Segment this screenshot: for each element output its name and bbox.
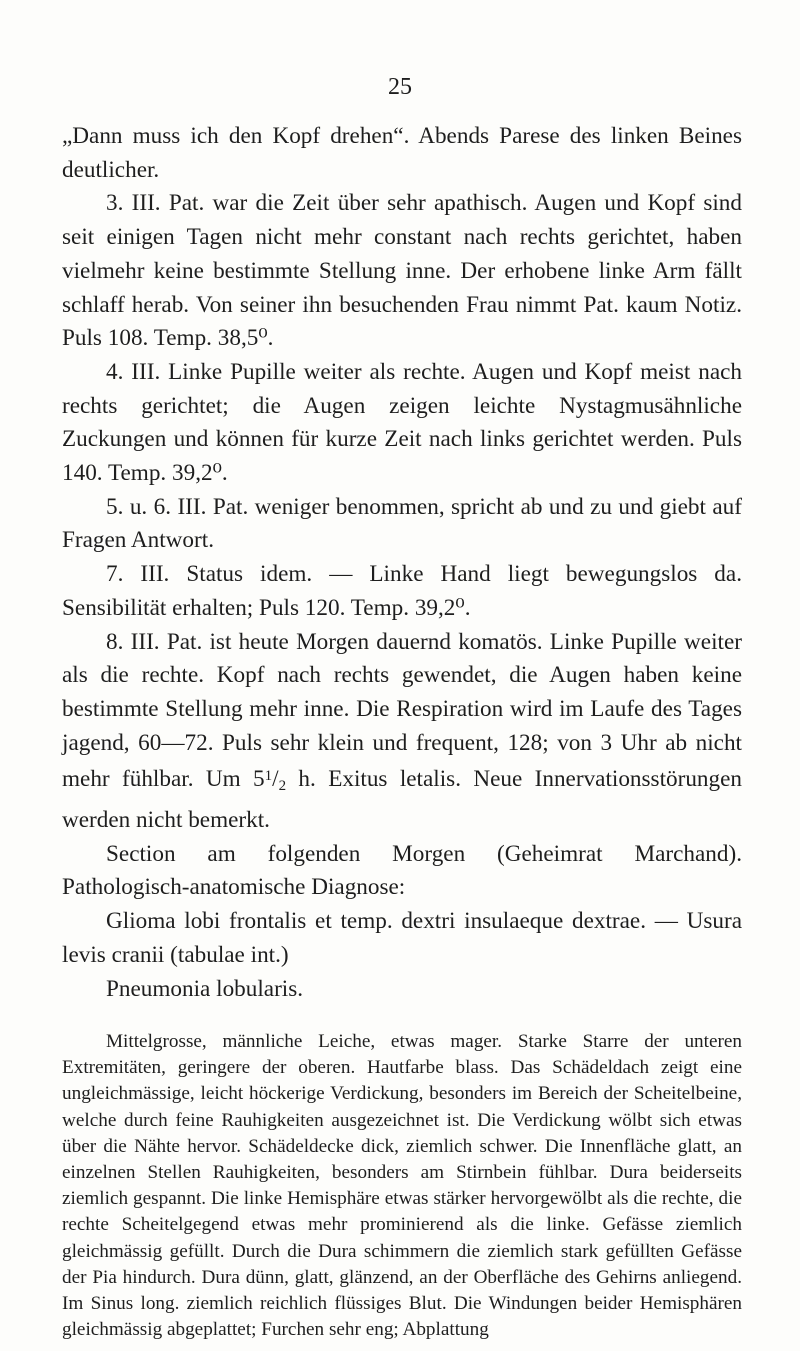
- section-heading: Section am folgenden Morgen (Geheimrat Marchand). Pathologisch-anatomische Diagnose:: [62, 840, 742, 901]
- diagnosis-1: Glioma lobi frontalis et temp. dextri insulaeque dextrae. — Usura levis cranii (tabulae int.): [62, 908, 742, 968]
- paragraph-2: 3. III. Pat. war die Zeit über sehr apathisch. Augen und Kopf sind seit einigen Tagen nicht mehr constant nach rechts gerichtet, haben vielmehr keine bestimmte Stellung inne. Der erhobene linke Arm fällt schlaff herab. Von seiner ihn besuchenden Frau nimmt Pat. kaum Notiz. Puls 108. Temp. 38,5⁰.: [62, 190, 742, 352]
- paragraph-6: 8. III. Pat. ist heute Morgen dauernd komatös. Linke Pupille weiter als die rechte. Kopf nach rechts gewendet, die Augen haben keine bestimmte Stellung mehr inne. Die Respiration wird im Laufe des Tages jagend, 60—72. Puls sehr klein und frequent, 128; von 3 Uhr ab nicht mehr fühlbar. Um $5^1/2$ h. Exitus letalis. Neue Innervationsstörungen werden nicht bemerkt.: [62, 628, 742, 834]
- page-number: 25: [388, 74, 412, 100]
- paragraph-6-text-b: h. Exitus letalis. Neue Innervationsstörungen werden nicht bemerkt.: [62, 766, 742, 834]
- paragraph-5: 7. III. Status idem. — Linke Hand liegt bewegungslos da. Sensibilität erhalten; Puls 120. Temp. 39,2⁰.: [62, 561, 742, 621]
- findings-paragraph: Mittelgrosse, männliche Leiche, etwas mager. Starke Starre der unteren Extremitäten, geringere der oberen. Hautfarbe blass. Das Schädeldach zeigt eine ungleichmässige, leicht höckerige Verdickung, besonders im Bereich der Scheitelbeine, welche durch feine Rauhigkeiten ausgezeichnet ist. Die Verdickung wölbt sich etwas über die Nähte hervor. Schädeldecke dick, ziemlich schwer. Die Innenfläche glatt, an einzelnen Stellen Rauhigkeiten, besonders am Stirnbein fühlbar. Dura beiderseits ziemlich gespannt. Die linke Hemisphäre etwas stärker hervorgewölbt als die rechte, die rechte Scheitelgegend etwas mehr prominierend als die linke. Gefässe ziemlich gleichmässig gefüllt. Durch die Dura schimmern die ziemlich stark gefüllten Gefässe der Pia hindurch. Dura dünn, glatt, glänzend, an der Oberfläche des Gehirns anliegend. Im Sinus long. ziemlich reichlich flüssiges Blut. Die Windungen beider Hemisphären gleichmässig abgeplattet; Furchen sehr eng; Abplattung: [62, 1031, 742, 1341]
- paragraph-6-text-a: 8. III. Pat. ist heute Morgen dauernd komatös. Linke Pupille weiter als die rechte. Kopf nach rechts gewendet, die Augen haben keine bestimmte Stellung mehr inne. Die Respiration wird im Laufe des Tages jagend, 60—72. Puls sehr klein und frequent, 128; von 3 Uhr ab nicht mehr fühlbar. Um 5: [62, 628, 742, 793]
- fraction-numerator: 1: [264, 768, 273, 785]
- diagnosis-2: Pneumonia lobularis.: [106, 975, 304, 1002]
- paragraph-3: 4. III. Linke Pupille weiter als rechte. Augen und Kopf meist nach rechts gerichtet; die Augen zeigen leichte Nystagmusähnliche Zuckungen und können für kurze Zeit nach links gerichtet werden. Puls 140. Temp. 39,2⁰.: [62, 358, 742, 487]
- paragraph-4: 5. u. 6. III. Pat. weniger benommen, spricht ab und zu und giebt auf Fragen Antwort.: [62, 493, 742, 554]
- main-text: [62, 120, 742, 1006]
- paragraph-1: „Dann muss ich den Kopf drehen“. Abends Parese des linken Beines deutlicher.: [62, 123, 742, 183]
- fraction-denominator: 2: [278, 778, 287, 795]
